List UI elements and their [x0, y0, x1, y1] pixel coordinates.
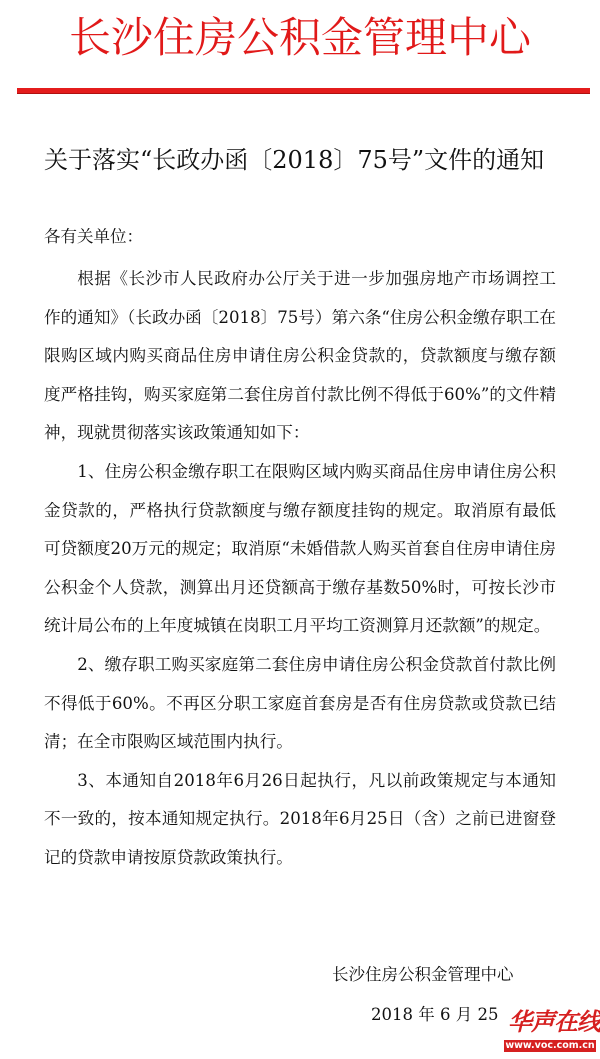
- signature-org: 长沙住房公积金管理中心: [332, 965, 514, 984]
- document-body: [44, 260, 556, 878]
- letterhead-org-name: 长沙住房公积金管理中心: [68, 13, 531, 62]
- letterhead-red-rule: [17, 88, 590, 94]
- paragraph-item-1: 1、住房公积金缴存职工在限购区域内购买商品住房申请住房公积金贷款的，严格执行贷款额度与缴存额度挂钩的规定。取消原有最低可贷额度20万元的规定；取消原“未婚借款人购买首套自住房申请住房公积金个人贷款，测算出月还贷额高于缴存基数50%时，可按长沙市统计局公布的上年度城镇在岗职工月平均工资测算月还款额”的规定。: [44, 461, 556, 636]
- watermark-logo: [500, 1000, 600, 1059]
- watermark-brand: 华声在线: [508, 1007, 600, 1036]
- salutation: 各有关单位：: [44, 227, 143, 246]
- paragraph-item-2: 2、缴存职工购买家庭第二套住房申请住房公积金贷款首付款比例不得低于60%。不再区分职工家庭首套房是否有住房贷款或贷款已结清；在全市限购区域范围内执行。: [44, 654, 556, 752]
- paragraph-intro: 根据《长沙市人民政府办公厅关于进一步加强房地产市场调控工作的通知》（长政办函〔2018〕75号）第六条“住房公积金缴存职工在限购区域内购买商品住房申请住房公积金贷款的，贷款额度与缴存额度严格挂钩，购买家庭第二套住房首付款比例不得低于60%”的文件精神，现就贯彻落实该政策通知如下：: [44, 269, 556, 443]
- paragraph-item-3: 3、本通知自2018年6月26日起执行，凡以前政策规定与本通知不一致的，按本通知规定执行。2018年6月25日（含）之前已进窗登记的贷款申请按原贷款政策执行。: [44, 770, 556, 867]
- signature-date: 2018 年 6 月 25: [371, 1005, 499, 1024]
- document-title: 关于落实“长政办函〔2018〕75号”文件的通知: [44, 146, 545, 174]
- watermark-url: www.voc.com.cn: [505, 1040, 595, 1051]
